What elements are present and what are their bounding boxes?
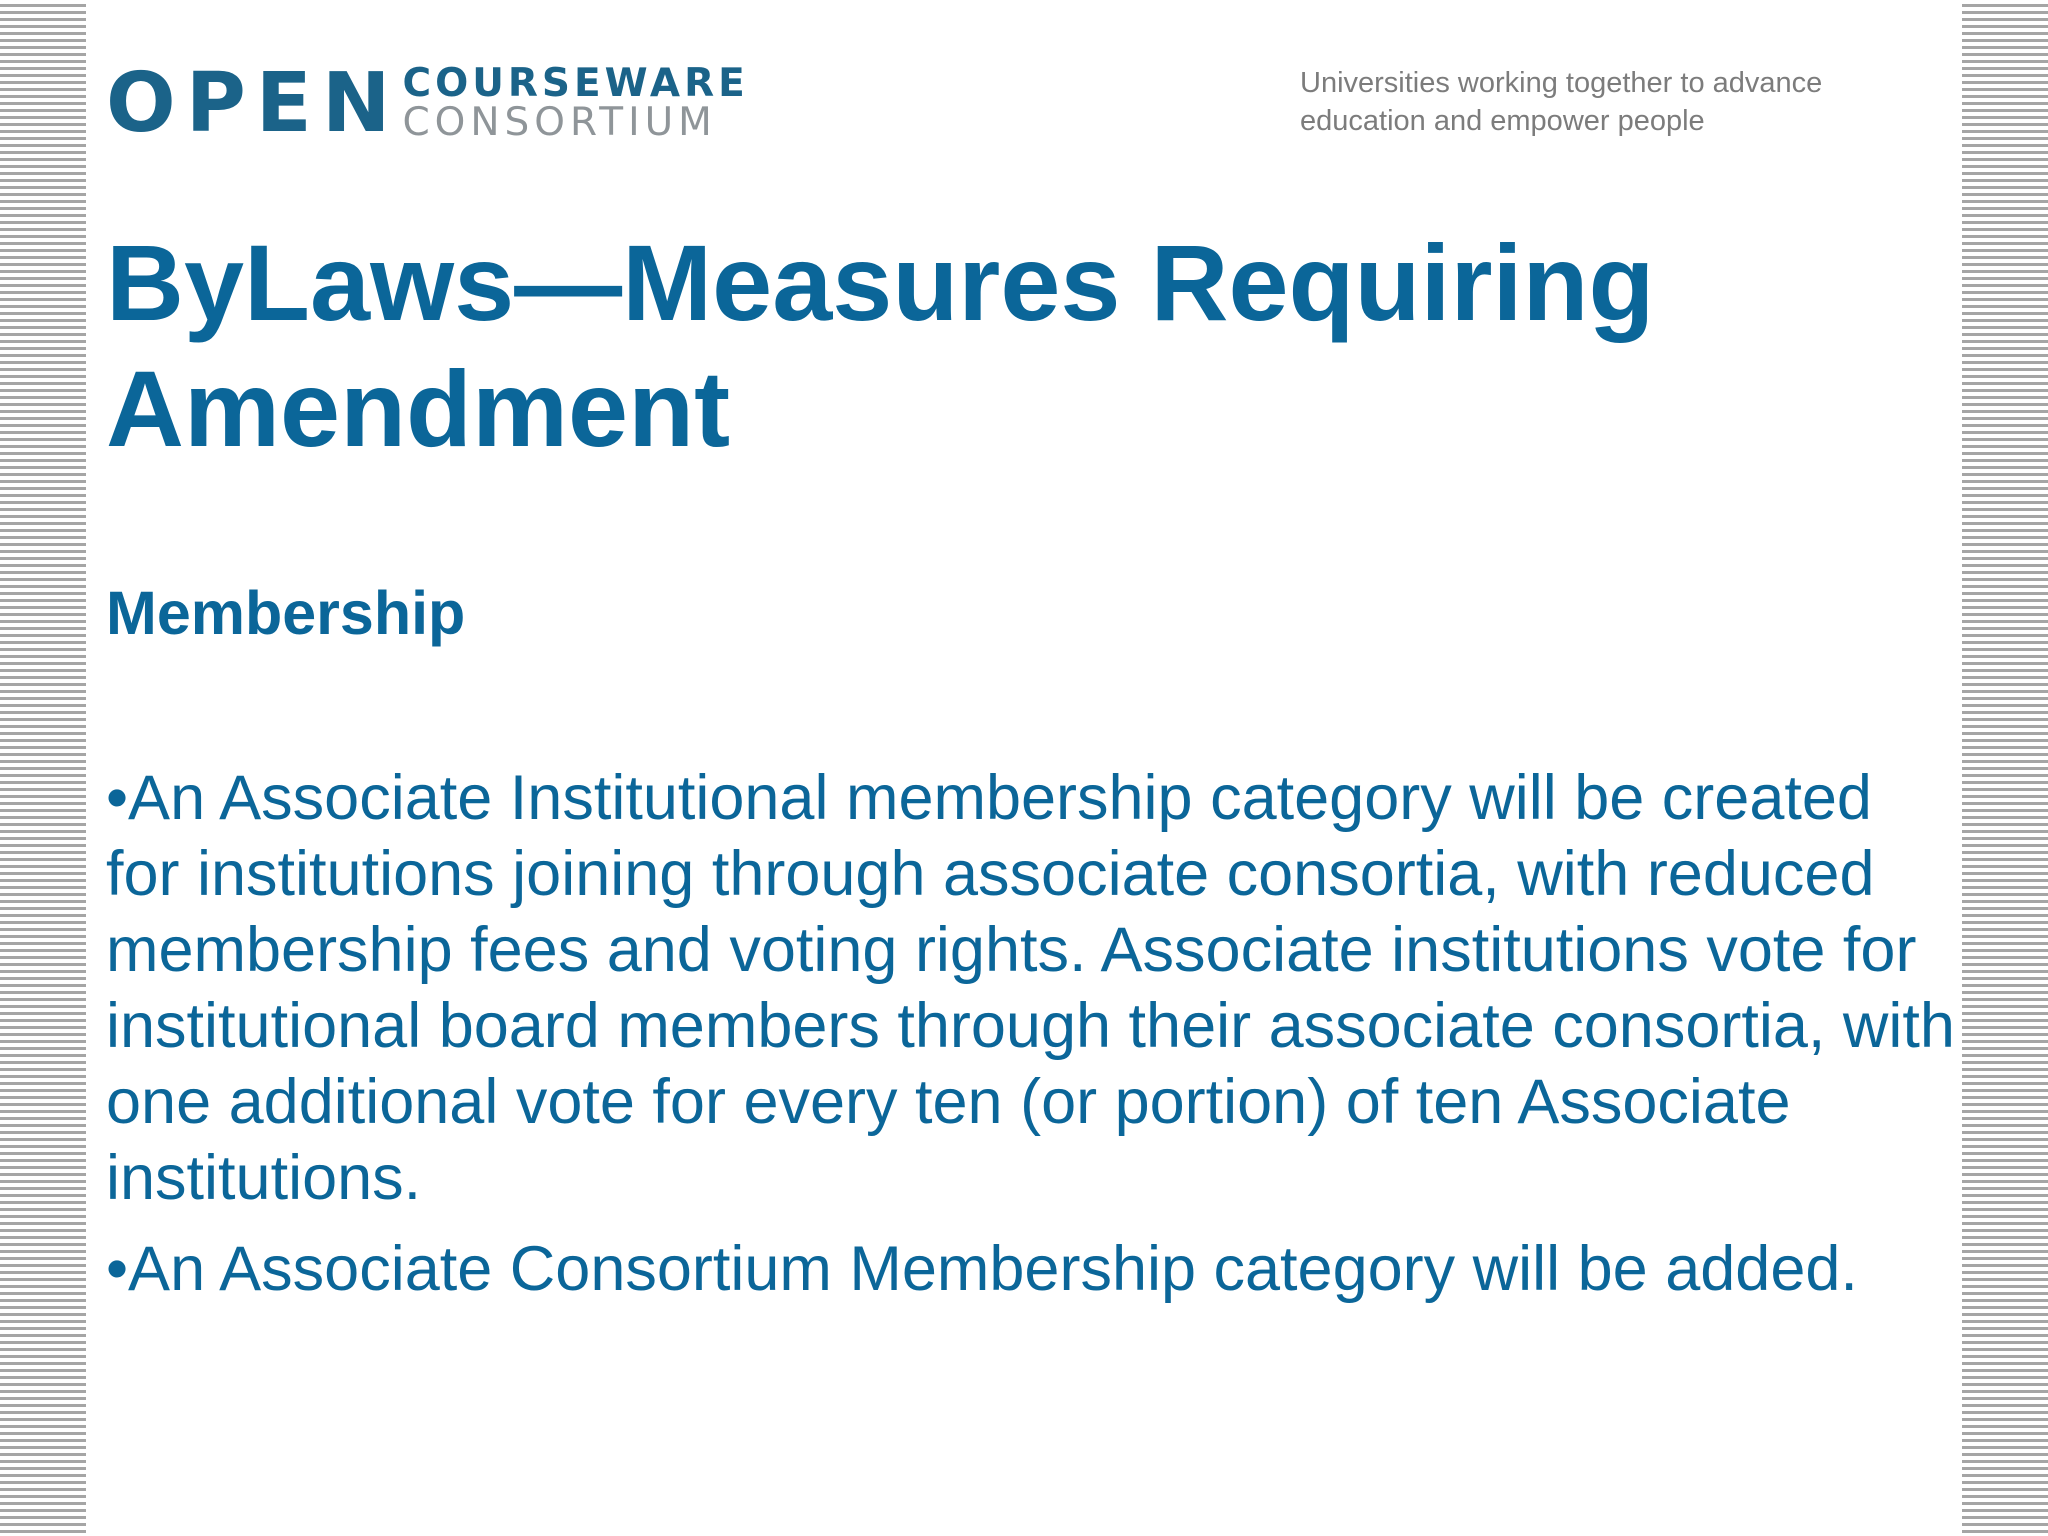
right-stripe-decoration [1962, 0, 2048, 1536]
logo-consortium-text: CONSORTIUM [402, 100, 717, 145]
bullet-item: •An Associate Institutional membership category will be created for institutions joining through associate consortia, with reduced membership fees and voting rights. Associate institutions vote for institutional board members through their associate consortia, with one additional vote for every ten (or portion) of ten Associate institutions. [106, 763, 1955, 1213]
tagline: Universities working together to advance education and empower people [1300, 67, 1823, 137]
slide-title: ByLaws—Measures Requiring Amendment [106, 222, 1655, 469]
left-stripe-decoration [0, 0, 86, 1536]
opencourseware-consortium-logo [106, 56, 749, 151]
bullet-list [106, 760, 1956, 1322]
logo-open-text: OPEN [106, 56, 401, 151]
bullet-item: •An Associate Consortium Membership category will be added. [106, 1234, 1858, 1304]
logo-wordmark-stack [402, 61, 749, 145]
section-heading: Membership [106, 579, 466, 647]
logo-courseware-text: COURSEWARE [402, 61, 749, 106]
